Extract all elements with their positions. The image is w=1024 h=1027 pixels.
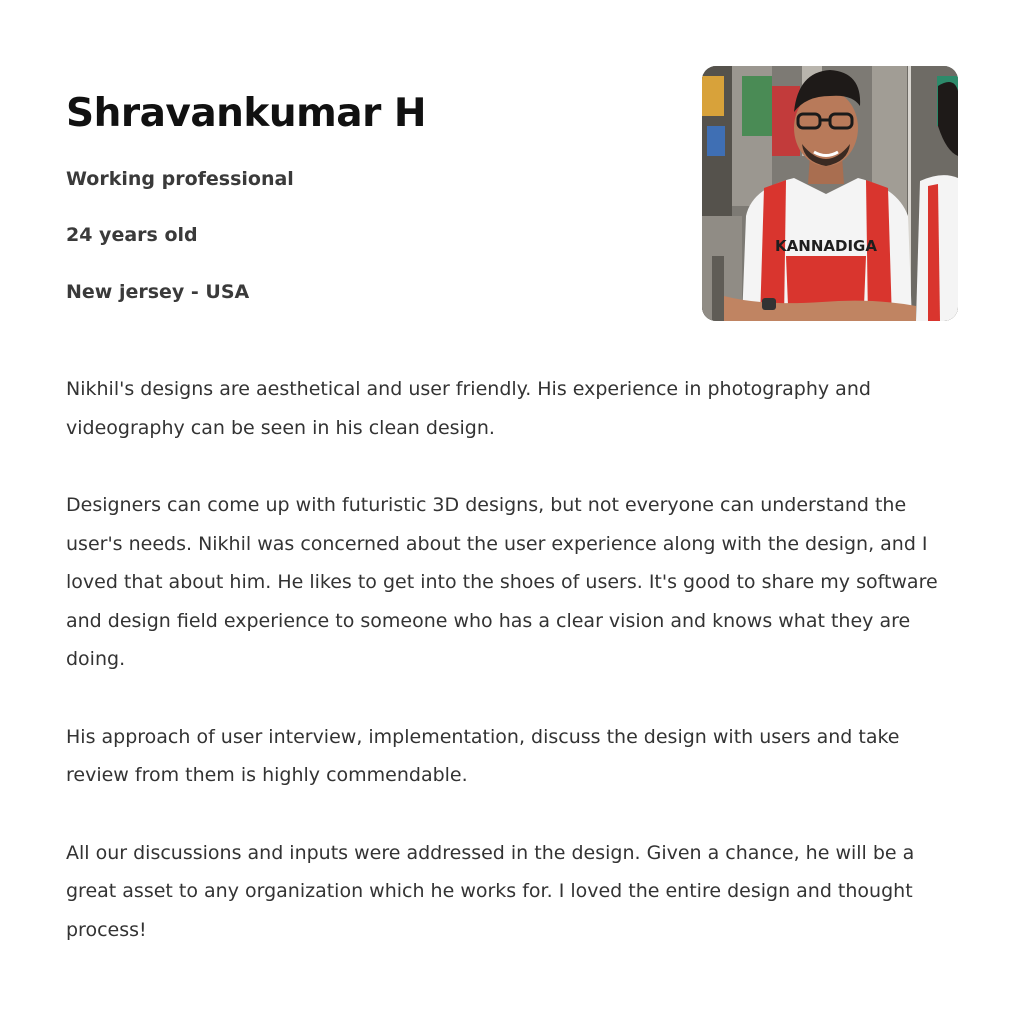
testimonial-body xyxy=(66,370,958,988)
profile-photo xyxy=(702,66,958,321)
profile-age: 24 years old xyxy=(66,224,198,246)
testimonial-paragraph: All our discussions and inputs were addressed in the design. Given a chance, he will be a great asset to any organization which he works for. I loved the entire design and thought process! xyxy=(66,841,915,941)
testimonial-paragraph: Nikhil's designs are aesthetical and user friendly. His experience in photography and videography can be seen in his clean design. xyxy=(66,378,871,439)
profile-header xyxy=(66,66,958,321)
testimonial-paragraph: Designers can come up with futuristic 3D designs, but not everyone can understand the user's needs. Nikhil was concerned about the user experience along with the design, and I loved that about him. He likes to get into the shoes of users. It's good to share my software and design field experience to someone who has a clear vision and knows what they are doing. xyxy=(66,494,938,670)
shirt-text: KANNADIGA xyxy=(775,237,877,255)
profile-location: New jersey - USA xyxy=(66,281,250,303)
testimonial-card xyxy=(66,66,958,941)
profile-name: Shravankumar H xyxy=(66,91,427,136)
testimonial-paragraph: His approach of user interview, implementation, discuss the design with users and take review from them is highly commendable. xyxy=(66,725,900,786)
profile-occupation: Working professional xyxy=(66,168,294,190)
